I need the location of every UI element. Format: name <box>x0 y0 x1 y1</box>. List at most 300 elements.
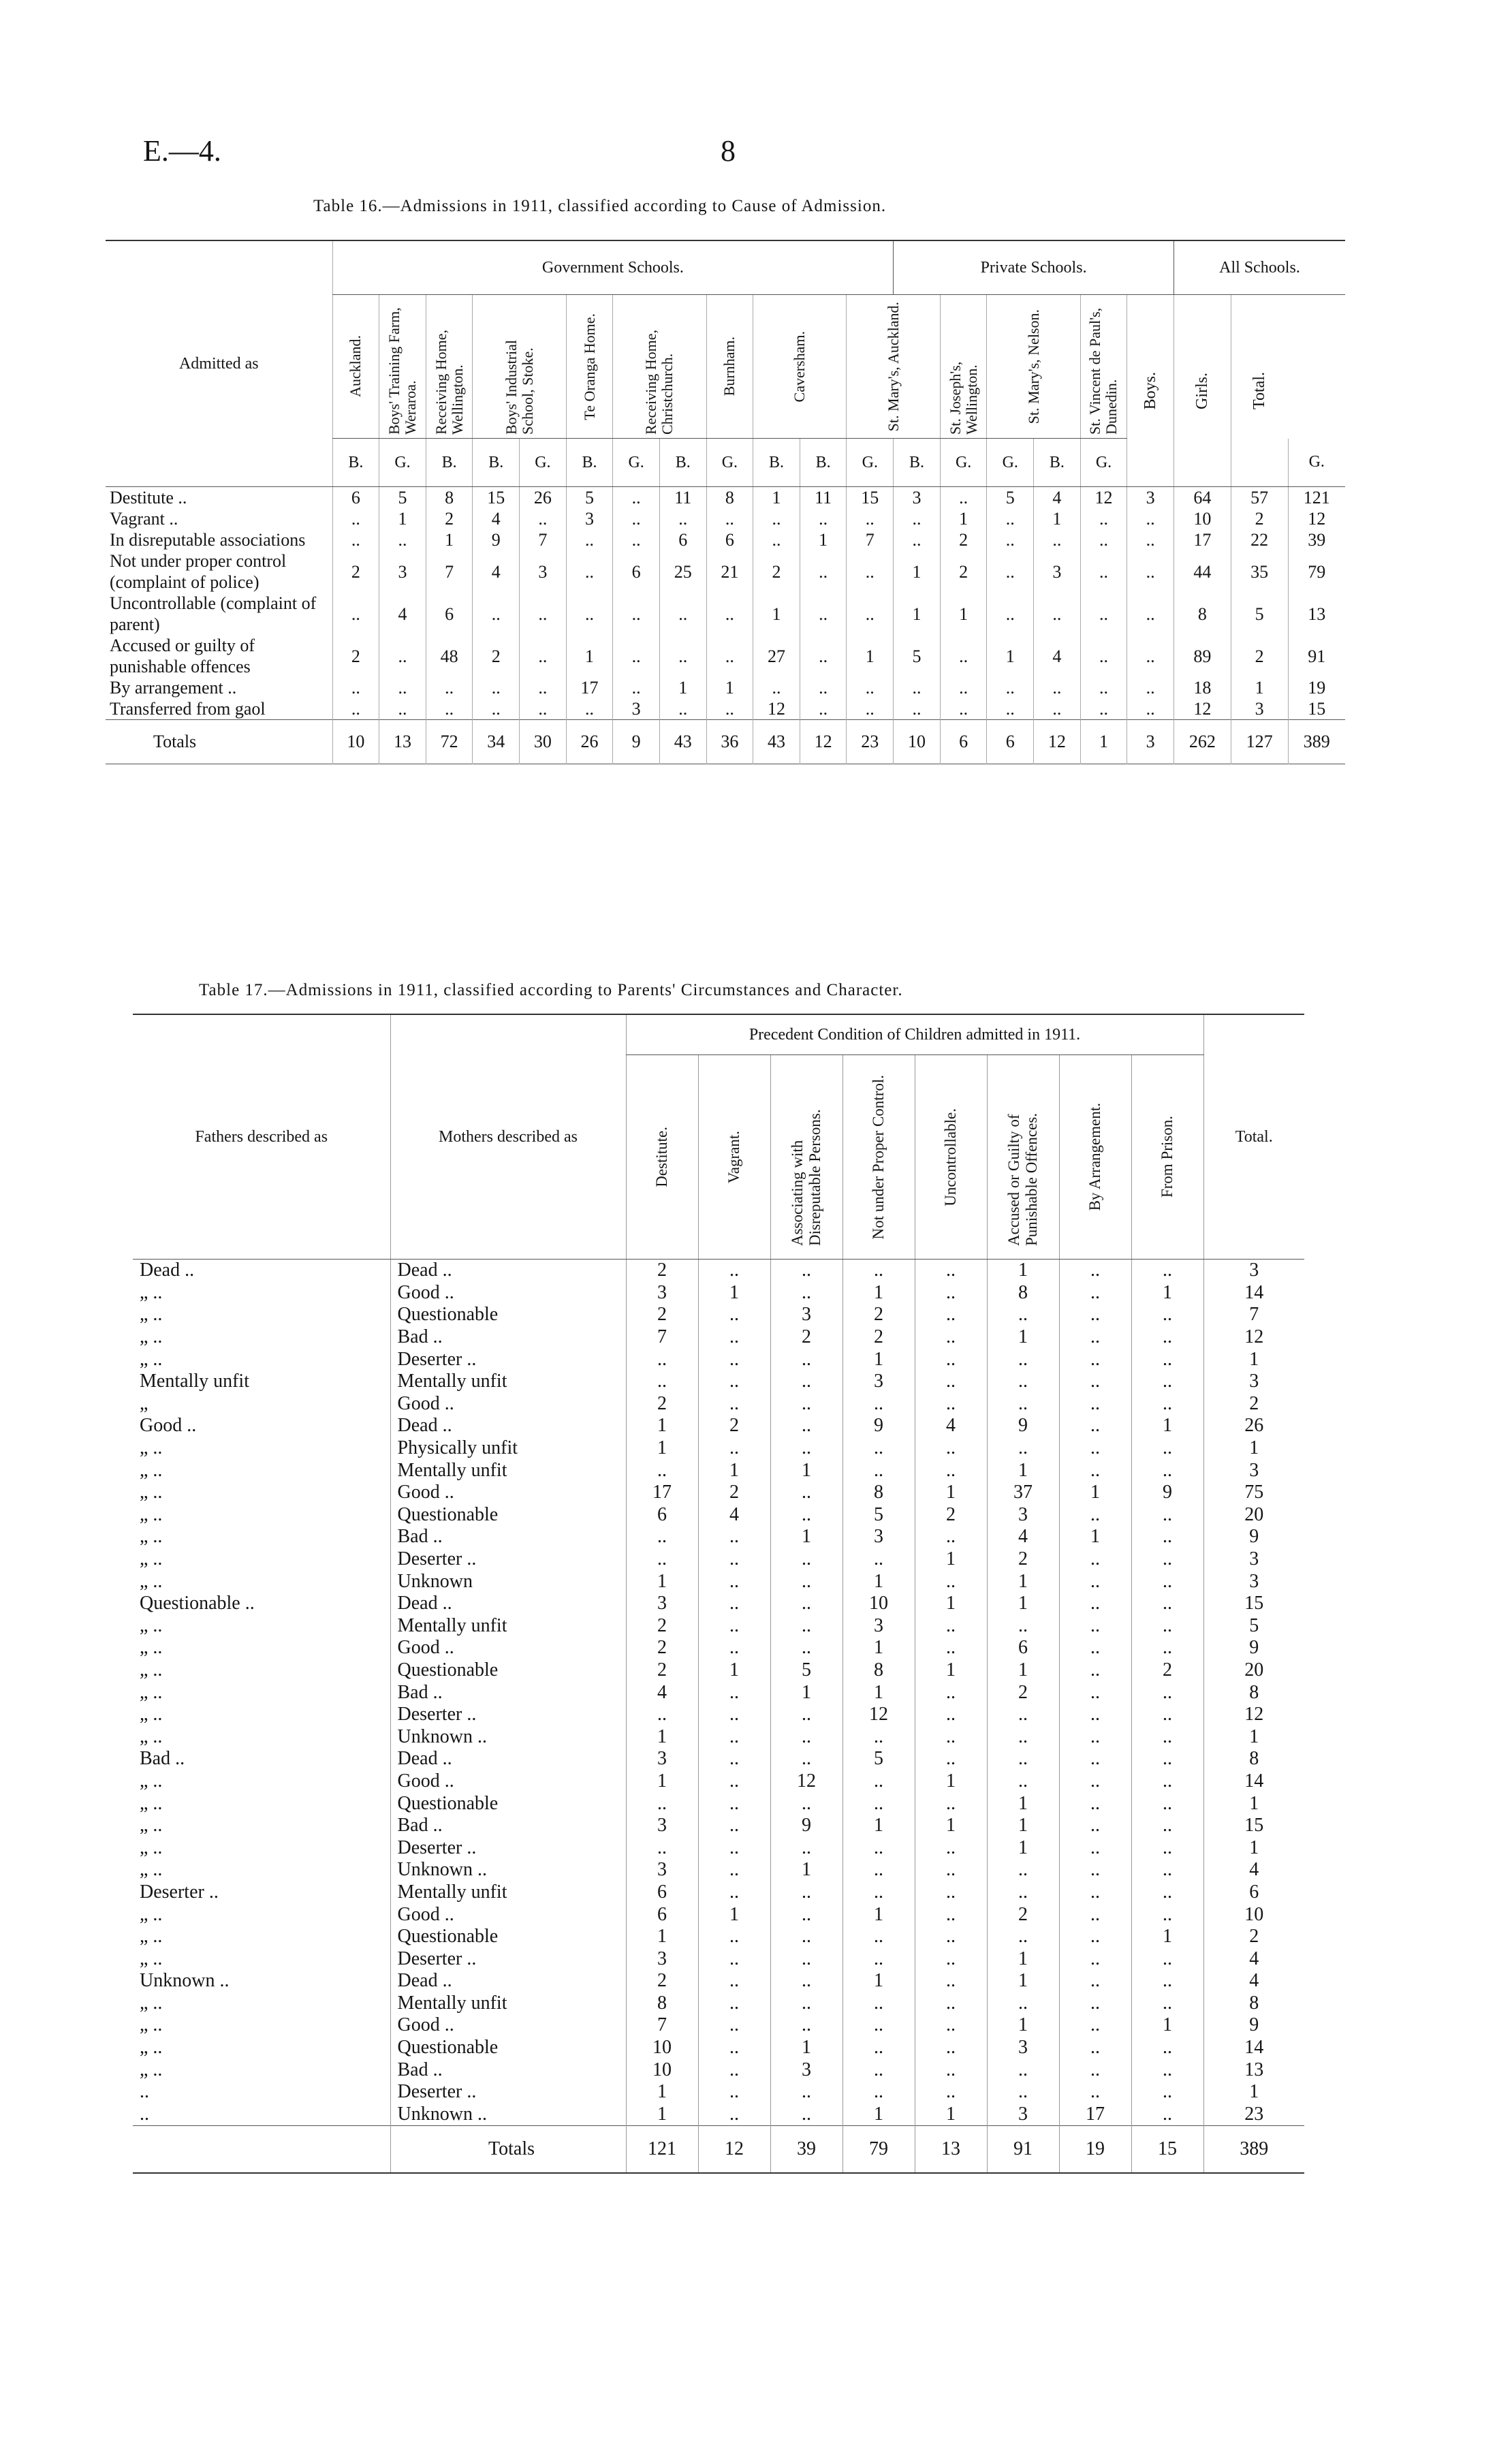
cell-value: .. <box>915 1371 987 1393</box>
row-total: 3 <box>1203 1371 1304 1393</box>
cell-value: .. <box>1080 677 1127 698</box>
cell-value: .. <box>1059 1637 1131 1659</box>
total-value: 389 <box>1288 720 1345 764</box>
cell-value: 1 <box>800 529 847 550</box>
cell-value: .. <box>987 593 1034 635</box>
cell-value: 3 <box>626 1859 698 1881</box>
cell-value: 2 <box>753 550 800 593</box>
cell-value: .. <box>915 1859 987 1881</box>
table-row <box>133 1482 1304 1504</box>
condition-column-header: Vagrant. <box>698 1055 770 1260</box>
mothers-header: Mothers described as <box>390 1014 626 1260</box>
cell-value: .. <box>842 1770 915 1793</box>
father-description: „ .. <box>140 1614 163 1636</box>
boys-total-header: Boys. <box>1127 295 1174 487</box>
mother-description: Questionable <box>390 1926 626 1948</box>
cell-value: .. <box>1131 1371 1203 1393</box>
cell-value: 9 <box>987 1415 1059 1437</box>
cell-value: .. <box>1131 1859 1203 1881</box>
cell-value: .. <box>1131 1992 1203 2015</box>
cell-value: 1 <box>770 1681 842 1704</box>
father-description: „ .. <box>140 1482 163 1503</box>
fathers-header: Fathers described as <box>133 1014 390 1260</box>
cell-value: .. <box>1131 1504 1203 1527</box>
government-schools-header: Government Schools. <box>332 240 894 295</box>
admitted-as-header: Admitted as <box>106 240 332 487</box>
cell-value: .. <box>659 698 706 720</box>
cell-value: .. <box>659 635 706 677</box>
cell-value: 6 <box>626 1504 698 1527</box>
cell-value: 2 <box>940 529 987 550</box>
totals-row <box>106 720 1345 764</box>
cell-value: 1 <box>1131 2014 1203 2037</box>
cell-value: 2 <box>987 1681 1059 1704</box>
table-row <box>106 529 1345 550</box>
row-label: Uncontrollable (complaint of parent) <box>110 593 317 634</box>
total-value: 6 <box>987 720 1034 764</box>
row-total: 3 <box>1203 1459 1304 1482</box>
cell-value: 6 <box>426 593 473 635</box>
father-description: „ .. <box>140 1704 163 1725</box>
cell-value: .. <box>698 1704 770 1726</box>
cell-value: 4 <box>987 1526 1059 1548</box>
cell-value: 1 <box>894 593 941 635</box>
cell-value: 10 <box>626 2037 698 2059</box>
cell-value: 5 <box>379 487 426 509</box>
cell-value: 1 <box>566 635 613 677</box>
mother-description: Dead .. <box>390 1970 626 1992</box>
father-description: „ .. <box>140 1348 163 1370</box>
total-value: 30 <box>520 720 567 764</box>
cell-value: .. <box>987 2081 1059 2104</box>
cell-value: .. <box>1059 1326 1131 1349</box>
cell-value: .. <box>698 1992 770 2015</box>
total-value: 1 <box>1080 720 1127 764</box>
cell-value: .. <box>1059 1992 1131 2015</box>
cell-value: .. <box>770 1881 842 1904</box>
cell-value: 1 <box>1059 1526 1131 1548</box>
cell-value: .. <box>987 677 1034 698</box>
table-row <box>133 1393 1304 1416</box>
total-value: 10 <box>332 720 379 764</box>
cell-value: .. <box>1127 698 1174 720</box>
cell-value: .. <box>987 1348 1059 1371</box>
cell-value: .. <box>800 677 847 698</box>
cell-value: 10 <box>1174 508 1231 529</box>
cell-value: 2 <box>626 1970 698 1992</box>
cell-value: .. <box>626 1459 698 1482</box>
cell-value: 8 <box>842 1482 915 1504</box>
cell-value: .. <box>915 1970 987 1992</box>
cell-value: 5 <box>1231 593 1288 635</box>
cell-value: .. <box>1131 1570 1203 1593</box>
cell-value: 1 <box>1131 1415 1203 1437</box>
father-description: Mentally unfit <box>140 1371 249 1392</box>
school-header: Receiving Home, Christchurch. <box>613 295 706 439</box>
mother-description: Unknown <box>390 1570 626 1593</box>
father-description: „ .. <box>140 1792 163 1814</box>
cell-value: .. <box>698 2037 770 2059</box>
cell-value: 26 <box>520 487 567 509</box>
cell-value: 25 <box>659 550 706 593</box>
cell-value: 1 <box>753 593 800 635</box>
condition-column-header: By Arrangement. <box>1059 1055 1131 1260</box>
table-row <box>133 1792 1304 1815</box>
father-description: „ .. <box>140 1992 163 2014</box>
cell-value: .. <box>1059 1792 1131 1815</box>
cell-value: .. <box>626 1526 698 1548</box>
cell-value: 3 <box>987 2104 1059 2126</box>
cell-value: .. <box>698 1393 770 1416</box>
cell-value: .. <box>520 635 567 677</box>
cell-value: 1 <box>842 1637 915 1659</box>
cell-value: 2 <box>426 508 473 529</box>
cell-value: .. <box>379 635 426 677</box>
row-total: 8 <box>1203 1748 1304 1770</box>
all-schools-header: All Schools. <box>1174 240 1345 295</box>
cell-value: .. <box>842 1926 915 1948</box>
cell-value: 1 <box>915 1815 987 1837</box>
totals-label: Totals <box>390 2126 626 2174</box>
cell-value: 5 <box>566 487 613 509</box>
cell-value: .. <box>698 1348 770 1371</box>
father-description: „ .. <box>140 1770 163 1792</box>
total-value: 43 <box>659 720 706 764</box>
cell-value: .. <box>520 593 567 635</box>
table-row <box>133 1615 1304 1638</box>
cell-value: 1 <box>770 1859 842 1881</box>
sex-header: B. <box>566 439 613 487</box>
cell-value: 3 <box>626 1815 698 1837</box>
cell-value: .. <box>915 1837 987 1859</box>
cell-value: .. <box>698 2014 770 2037</box>
cell-value: 1 <box>626 1437 698 1460</box>
mother-description: Good .. <box>390 2014 626 2037</box>
cell-value: 8 <box>842 1659 915 1682</box>
cell-value: 57 <box>1231 487 1288 509</box>
row-total: 8 <box>1203 1992 1304 2015</box>
cell-value: 2 <box>626 1304 698 1326</box>
father-description: „ .. <box>140 1526 163 1548</box>
cell-value: 1 <box>770 2037 842 2059</box>
cell-value: 3 <box>626 1948 698 1970</box>
table-row <box>133 1815 1304 1837</box>
cell-value: 15 <box>1288 698 1345 720</box>
cell-value: .. <box>915 1615 987 1638</box>
cell-value: 37 <box>987 1482 1059 1504</box>
cell-value: 5 <box>842 1504 915 1527</box>
mother-description: Bad .. <box>390 1526 626 1548</box>
mother-description: Deserter .. <box>390 1548 626 1571</box>
row-label: Not under proper control (complaint of police) <box>110 551 287 592</box>
cell-value: .. <box>770 1992 842 2015</box>
cell-value: .. <box>1080 635 1127 677</box>
mother-description: Questionable <box>390 1504 626 1527</box>
cell-value: .. <box>332 593 379 635</box>
cell-value: .. <box>770 1371 842 1393</box>
sex-header: B. <box>659 439 706 487</box>
mother-description: Questionable <box>390 1659 626 1682</box>
cell-value: 12 <box>1288 508 1345 529</box>
cell-value: .. <box>1131 1615 1203 1638</box>
cell-value: .. <box>1131 1593 1203 1615</box>
cell-value: 7 <box>626 1326 698 1349</box>
total-value: 43 <box>753 720 800 764</box>
cell-value: .. <box>800 593 847 635</box>
cell-value: .. <box>770 1437 842 1460</box>
row-total: 20 <box>1203 1659 1304 1682</box>
cell-value: .. <box>987 1926 1059 1948</box>
cell-value: .. <box>842 2037 915 2059</box>
cell-value: 9 <box>1131 1482 1203 1504</box>
father-description: Good .. <box>140 1415 197 1437</box>
cell-value: 39 <box>1288 529 1345 550</box>
cell-value: 15 <box>847 487 894 509</box>
cell-value: .. <box>1059 1837 1131 1859</box>
cell-value: .. <box>915 1459 987 1482</box>
mother-description: Mentally unfit <box>390 1371 626 1393</box>
cell-value: .. <box>1059 1659 1131 1682</box>
row-total: 2 <box>1203 1393 1304 1416</box>
school-header: Boys' Industrial School, Stoke. <box>473 295 566 439</box>
cell-value: .. <box>770 2104 842 2126</box>
table-row <box>133 1459 1304 1482</box>
condition-column-header: Associating with Disreputable Persons. <box>770 1055 842 1260</box>
cell-value: .. <box>1059 1748 1131 1770</box>
cell-value: 91 <box>1288 635 1345 677</box>
table-row <box>133 1570 1304 1593</box>
cell-value: 2 <box>842 1304 915 1326</box>
cell-value: .. <box>1059 1504 1131 1527</box>
table-row <box>133 1725 1304 1748</box>
cell-value: .. <box>332 698 379 720</box>
girls-total-header: Girls. <box>1174 295 1231 487</box>
father-description: „ .. <box>140 1459 163 1481</box>
father-description: „ .. <box>140 1326 163 1348</box>
cell-value: .. <box>473 593 520 635</box>
cell-value: .. <box>426 677 473 698</box>
cell-value: .. <box>770 1570 842 1593</box>
cell-value: .. <box>800 508 847 529</box>
cell-value: .. <box>379 677 426 698</box>
school-header: Boys' Training Farm, Weraroa. <box>379 295 426 439</box>
cell-value: .. <box>698 1725 770 1748</box>
cell-value: 12 <box>1174 698 1231 720</box>
cell-value: .. <box>987 1992 1059 2015</box>
cell-value: .. <box>520 508 567 529</box>
cell-value: 44 <box>1174 550 1231 593</box>
total-value: 79 <box>842 2126 915 2174</box>
table-row <box>133 1926 1304 1948</box>
cell-value: 1 <box>626 1570 698 1593</box>
cell-value: .. <box>987 1770 1059 1793</box>
cell-value: .. <box>847 593 894 635</box>
cell-value: 1 <box>915 1770 987 1793</box>
totals-label: Totals <box>106 720 332 764</box>
sex-header: B. <box>332 439 379 487</box>
mother-description: Unknown .. <box>390 1859 626 1881</box>
cell-value: .. <box>566 550 613 593</box>
cell-value: .. <box>1059 1415 1131 1437</box>
cell-value: .. <box>770 1837 842 1859</box>
cell-value: 3 <box>842 1615 915 1638</box>
cell-value: 1 <box>987 2014 1059 2037</box>
table-row <box>133 2104 1304 2126</box>
cell-value: 3 <box>626 1593 698 1615</box>
total-value: 9 <box>613 720 660 764</box>
table-row <box>133 1704 1304 1726</box>
cell-value: .. <box>987 1704 1059 1726</box>
cell-value: 1 <box>842 1570 915 1593</box>
sex-header: G. <box>1288 439 1345 487</box>
cell-value: .. <box>1127 508 1174 529</box>
table-17-caption: Table 17.—Admissions in 1911, classified according to Parents' Circumstances and Character. <box>199 981 903 999</box>
cell-value: .. <box>1131 1348 1203 1371</box>
table-row <box>133 1326 1304 1349</box>
cell-value: 1 <box>987 635 1034 677</box>
cell-value: .. <box>698 1371 770 1393</box>
cell-value: .. <box>847 508 894 529</box>
table-row <box>133 1637 1304 1659</box>
cell-value: 3 <box>894 487 941 509</box>
father-description: Questionable .. <box>140 1593 255 1614</box>
cell-value: .. <box>1059 1926 1131 1948</box>
cell-value: 17 <box>1059 2104 1131 2126</box>
cell-value: 7 <box>520 529 567 550</box>
cell-value: .. <box>426 698 473 720</box>
cell-value: .. <box>520 698 567 720</box>
cell-value: .. <box>894 698 941 720</box>
cell-value: 2 <box>626 1615 698 1638</box>
cell-value: 1 <box>698 1282 770 1304</box>
mother-description: Mentally unfit <box>390 1881 626 1904</box>
cell-value: .. <box>842 1725 915 1748</box>
table-row <box>133 2059 1304 2081</box>
cell-value: 2 <box>1231 635 1288 677</box>
total-value: 91 <box>987 2126 1059 2174</box>
cell-value: .. <box>894 677 941 698</box>
mother-description: Physically unfit <box>390 1437 626 1460</box>
cell-value: .. <box>1059 1459 1131 1482</box>
cell-value: .. <box>698 1570 770 1593</box>
mother-description: Bad .. <box>390 2059 626 2081</box>
cell-value: .. <box>626 1371 698 1393</box>
cell-value: 3 <box>379 550 426 593</box>
cell-value: 1 <box>379 508 426 529</box>
cell-value: 1 <box>987 1659 1059 1682</box>
cell-value: .. <box>520 677 567 698</box>
cell-value: .. <box>915 1570 987 1593</box>
cell-value: .. <box>706 635 753 677</box>
cell-value: .. <box>1080 508 1127 529</box>
table-row <box>133 1348 1304 1371</box>
cell-value: 3 <box>626 1282 698 1304</box>
condition-column-header: Accused or Guilty of Punishable Offences. <box>987 1055 1059 1260</box>
cell-value: .. <box>698 2104 770 2126</box>
cell-value: .. <box>987 1304 1059 1326</box>
row-total: 9 <box>1203 1637 1304 1659</box>
cell-value: 1 <box>915 1548 987 1571</box>
cell-value: .. <box>915 2059 987 2081</box>
cell-value: .. <box>842 1437 915 1460</box>
cell-value: 1 <box>426 529 473 550</box>
cell-value: .. <box>842 1393 915 1416</box>
row-label: Transferred from gaol <box>110 699 266 719</box>
father-description: „ .. <box>140 1548 163 1570</box>
table-16-caption: Table 16.—Admissions in 1911, classified according to Cause of Admission. <box>313 197 887 215</box>
father-description: „ .. <box>140 1304 163 1326</box>
cell-value: .. <box>915 1903 987 1926</box>
total-value: 3 <box>1127 720 1174 764</box>
cell-value: 1 <box>1231 677 1288 698</box>
cell-value: 1 <box>842 1970 915 1992</box>
table-row <box>133 2081 1304 2104</box>
cell-value: 2 <box>332 550 379 593</box>
cell-value: .. <box>613 677 660 698</box>
cell-value: .. <box>770 1903 842 1926</box>
cell-value: .. <box>1127 677 1174 698</box>
school-header: Caversham. <box>753 295 847 439</box>
cell-value: 2 <box>332 635 379 677</box>
cell-value: 1 <box>987 1593 1059 1615</box>
father-description: „ .. <box>140 1948 163 1969</box>
cell-value: .. <box>1059 2037 1131 2059</box>
cell-value: 6 <box>613 550 660 593</box>
mother-description: Good .. <box>390 1393 626 1416</box>
cell-value: .. <box>915 1748 987 1770</box>
total-value: 10 <box>894 720 941 764</box>
cell-value: .. <box>1059 1704 1131 1726</box>
row-total: 14 <box>1203 1282 1304 1304</box>
cell-value: 1 <box>987 1459 1059 1482</box>
table-row <box>133 1681 1304 1704</box>
cell-value: .. <box>770 1725 842 1748</box>
cell-value: 1 <box>987 1792 1059 1815</box>
cell-value: 2 <box>1131 1659 1203 1682</box>
cell-value: .. <box>915 1881 987 1904</box>
cell-value: .. <box>842 1792 915 1815</box>
row-label: Destitute .. <box>110 488 187 507</box>
mother-description: Mentally unfit <box>390 1615 626 1638</box>
father-description: „ .. <box>140 1570 163 1592</box>
cell-value: .. <box>332 508 379 529</box>
mother-description: Mentally unfit <box>390 1992 626 2015</box>
cell-value: 89 <box>1174 635 1231 677</box>
father-description: Unknown .. <box>140 1970 230 1992</box>
cell-value: 2 <box>770 1326 842 1349</box>
cell-value: .. <box>847 698 894 720</box>
cell-value: .. <box>847 677 894 698</box>
row-total: 14 <box>1203 2037 1304 2059</box>
sex-header: B. <box>800 439 847 487</box>
table-row <box>133 1371 1304 1393</box>
cell-value: .. <box>753 677 800 698</box>
total-value: 23 <box>847 720 894 764</box>
cell-value: 15 <box>473 487 520 509</box>
cell-value: 17 <box>566 677 613 698</box>
cell-value: 1 <box>847 635 894 677</box>
cell-value: 2 <box>698 1415 770 1437</box>
cell-value: 4 <box>915 1415 987 1437</box>
row-total: 4 <box>1203 1948 1304 1970</box>
row-total: 10 <box>1203 1903 1304 1926</box>
cell-value: .. <box>770 1548 842 1571</box>
cell-value: 3 <box>1231 698 1288 720</box>
cell-value: .. <box>1131 2104 1203 2126</box>
row-total: 3 <box>1203 1260 1304 1282</box>
total-value: 12 <box>1034 720 1081 764</box>
father-description: „ .. <box>140 1503 163 1525</box>
